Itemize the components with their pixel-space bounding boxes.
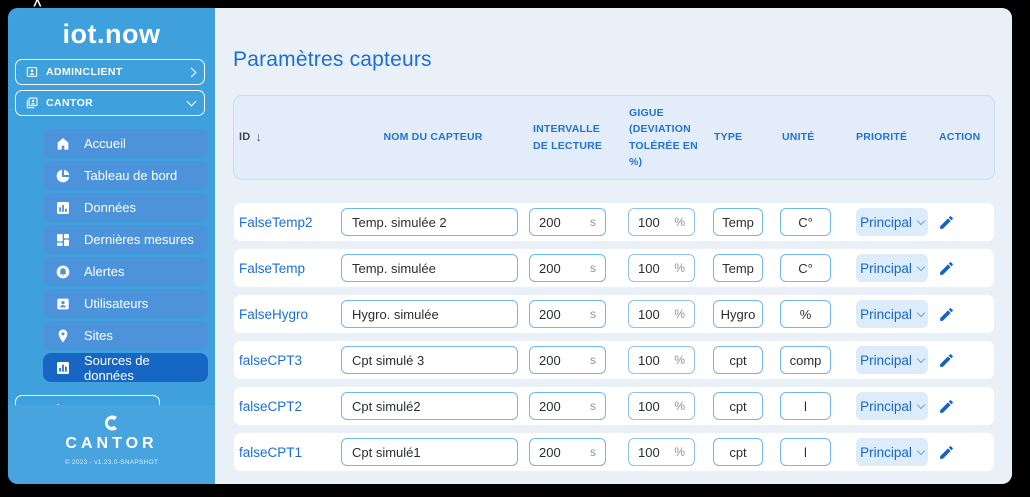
column-header-id: ID ↓	[234, 127, 341, 147]
sidebar-item-label: Sources de données	[84, 352, 150, 383]
sensor-id-link[interactable]: FalseHygro	[239, 306, 309, 322]
priority-select[interactable]: Principal	[856, 300, 928, 328]
main-content	[215, 8, 1012, 484]
unit-suffix: s	[590, 215, 596, 230]
pencil-icon	[938, 306, 955, 323]
bar-chart-icon	[55, 200, 71, 216]
interval-input[interactable]: 200 s	[529, 438, 606, 466]
chevron-down-icon	[917, 216, 925, 224]
priority-select[interactable]: Principal	[856, 438, 928, 466]
sidebar-item-label: Accueil	[84, 136, 126, 152]
interval-input[interactable]: 200 s	[529, 208, 606, 236]
user-badge-icon	[25, 65, 39, 79]
table-row	[233, 202, 995, 242]
type-input[interactable]: cpt	[713, 438, 763, 466]
sidebar-item-label: Tableau de bord	[84, 168, 178, 184]
pencil-icon	[938, 444, 955, 461]
unit-input[interactable]: %	[780, 300, 831, 328]
jitter-input[interactable]: 100 %	[628, 392, 695, 420]
unit-suffix: s	[590, 353, 596, 368]
sort-desc-icon[interactable]: ↓	[255, 129, 263, 145]
bell-icon	[55, 264, 71, 280]
edit-button[interactable]	[936, 442, 994, 463]
unit-suffix: s	[590, 445, 596, 460]
sidebar-footer	[8, 405, 215, 484]
sidebar-item-label: Données	[84, 200, 137, 216]
interval-input[interactable]: 200 s	[529, 346, 606, 374]
interval-input[interactable]: 200 s	[529, 300, 606, 328]
edit-button[interactable]	[936, 258, 994, 279]
table-row	[233, 432, 995, 472]
sensor-name-input[interactable]	[341, 208, 518, 236]
jitter-input[interactable]: 100 %	[628, 208, 695, 236]
unit-suffix: %	[674, 445, 685, 460]
brand-logo-text: iot.now	[62, 19, 161, 49]
sidebar-item-tableau-de-bord[interactable]	[43, 161, 208, 190]
unit-input[interactable]: C°	[780, 208, 831, 236]
type-input[interactable]: Hygro	[713, 300, 763, 328]
unit-suffix: %	[674, 307, 685, 322]
type-input[interactable]: cpt	[713, 392, 763, 420]
column-header-interval: INTERVALLE DE LECTURE	[533, 123, 603, 152]
sidebar-nav	[43, 129, 208, 382]
pencil-icon	[938, 214, 955, 231]
jitter-input[interactable]: 100 %	[628, 438, 695, 466]
priority-select[interactable]: Principal	[856, 208, 928, 236]
sidebar	[8, 8, 215, 484]
sensor-id-link[interactable]: FalseTemp2	[239, 214, 313, 230]
sensor-name-input[interactable]	[341, 346, 518, 374]
table-row	[233, 386, 995, 426]
unit-suffix: %	[674, 261, 685, 276]
unit-suffix: s	[590, 399, 596, 414]
sidebar-item-donnees[interactable]	[43, 193, 208, 222]
sensor-id-link[interactable]: falseCPT3	[239, 352, 303, 368]
chevron-right-icon	[187, 67, 197, 77]
data-source-icon	[55, 360, 71, 376]
pencil-icon	[938, 398, 955, 415]
location-pin-icon	[55, 328, 71, 344]
priority-select[interactable]: Principal	[856, 346, 928, 374]
chevron-down-icon	[187, 97, 197, 107]
accounts-switch-icon	[25, 96, 39, 110]
interval-input[interactable]: 200 s	[529, 254, 606, 282]
sensor-name-input[interactable]	[341, 392, 518, 420]
table-row	[233, 340, 995, 380]
unit-input[interactable]: l	[780, 392, 831, 420]
unit-suffix: %	[674, 215, 685, 230]
cantor-logo-icon	[101, 412, 123, 434]
cantor-brand-text: CANTOR	[65, 435, 158, 452]
edit-button[interactable]	[936, 350, 994, 371]
brand-logo	[8, 8, 215, 59]
unit-input[interactable]: C°	[780, 254, 831, 282]
sidebar-item-alertes[interactable]	[43, 257, 208, 286]
column-header-unit: UNITÉ	[782, 131, 815, 144]
column-header-jitter: GIGUE (DEVIATION TOLÉRÉE EN %)	[629, 107, 698, 168]
collapse-caret-icon[interactable]: ^	[33, 0, 42, 14]
table-header	[233, 95, 995, 180]
sensor-name-input[interactable]	[341, 300, 518, 328]
jitter-input[interactable]: 100 %	[628, 300, 695, 328]
sidebar-item-dernieres-mesures[interactable]	[43, 225, 208, 254]
page-title: Paramètres capteurs	[233, 48, 432, 72]
account-client-label: CANTOR	[46, 97, 94, 110]
chevron-down-icon	[917, 262, 925, 270]
sidebar-item-utilisateurs[interactable]	[43, 289, 208, 318]
sensor-name-input[interactable]	[341, 254, 518, 282]
unit-suffix: %	[674, 399, 685, 414]
sensor-id-link[interactable]: falseCPT2	[239, 398, 303, 414]
account-admin-label: ADMINCLIENT	[46, 66, 123, 79]
sidebar-item-accueil[interactable]	[43, 129, 208, 158]
interval-input[interactable]: 200 s	[529, 392, 606, 420]
sidebar-item-sources-de-donnees[interactable]	[43, 353, 208, 382]
type-input[interactable]: Temp	[713, 254, 763, 282]
dashboard-icon	[55, 232, 71, 248]
sidebar-item-label: Sites	[84, 328, 113, 344]
unit-suffix: %	[674, 353, 685, 368]
sensor-id-link[interactable]: FalseTemp	[239, 260, 306, 276]
priority-select[interactable]: Principal	[856, 392, 928, 420]
column-header-type: TYPE	[714, 131, 743, 144]
chevron-down-icon	[917, 354, 925, 362]
account-admin-button[interactable]	[15, 59, 205, 85]
table-body	[233, 202, 995, 472]
jitter-input[interactable]: 100 %	[628, 254, 695, 282]
priority-select[interactable]: Principal	[856, 254, 928, 282]
column-header-priority: PRIORITÉ	[856, 131, 908, 144]
sensor-id-link[interactable]: falseCPT1	[239, 444, 303, 460]
user-icon	[55, 296, 71, 312]
unit-input[interactable]: comp	[780, 346, 831, 374]
app-window	[8, 8, 1012, 484]
edit-button[interactable]	[936, 396, 994, 417]
type-input[interactable]: cpt	[713, 346, 763, 374]
account-client-button[interactable]	[15, 90, 205, 116]
unit-suffix: s	[590, 261, 596, 276]
edit-button[interactable]	[936, 212, 994, 233]
pencil-icon	[938, 352, 955, 369]
edit-button[interactable]	[936, 304, 994, 325]
sidebar-item-label: Alertes	[84, 264, 125, 280]
chevron-down-icon	[917, 308, 925, 316]
sidebar-item-label: Utilisateurs	[84, 296, 149, 312]
jitter-input[interactable]: 100 %	[628, 346, 695, 374]
sidebar-item-sites[interactable]	[43, 321, 208, 350]
unit-input[interactable]: l	[780, 438, 831, 466]
table-row	[233, 294, 995, 334]
home-icon	[55, 136, 71, 152]
type-input[interactable]: Temp	[713, 208, 763, 236]
unit-suffix: s	[590, 307, 596, 322]
chevron-down-icon	[917, 446, 925, 454]
pencil-icon	[938, 260, 955, 277]
version-copyright: © 2023 - v1.23.0-SNAPSHOT	[64, 459, 159, 466]
column-header-action: ACTION	[939, 131, 981, 144]
pie-chart-icon	[55, 168, 71, 184]
sidebar-item-label: Dernières mesures	[84, 232, 194, 248]
chevron-down-icon	[917, 400, 925, 408]
table-row	[233, 248, 995, 288]
sensor-name-input[interactable]	[341, 438, 518, 466]
column-header-name: NOM DU CAPTEUR	[383, 131, 483, 144]
